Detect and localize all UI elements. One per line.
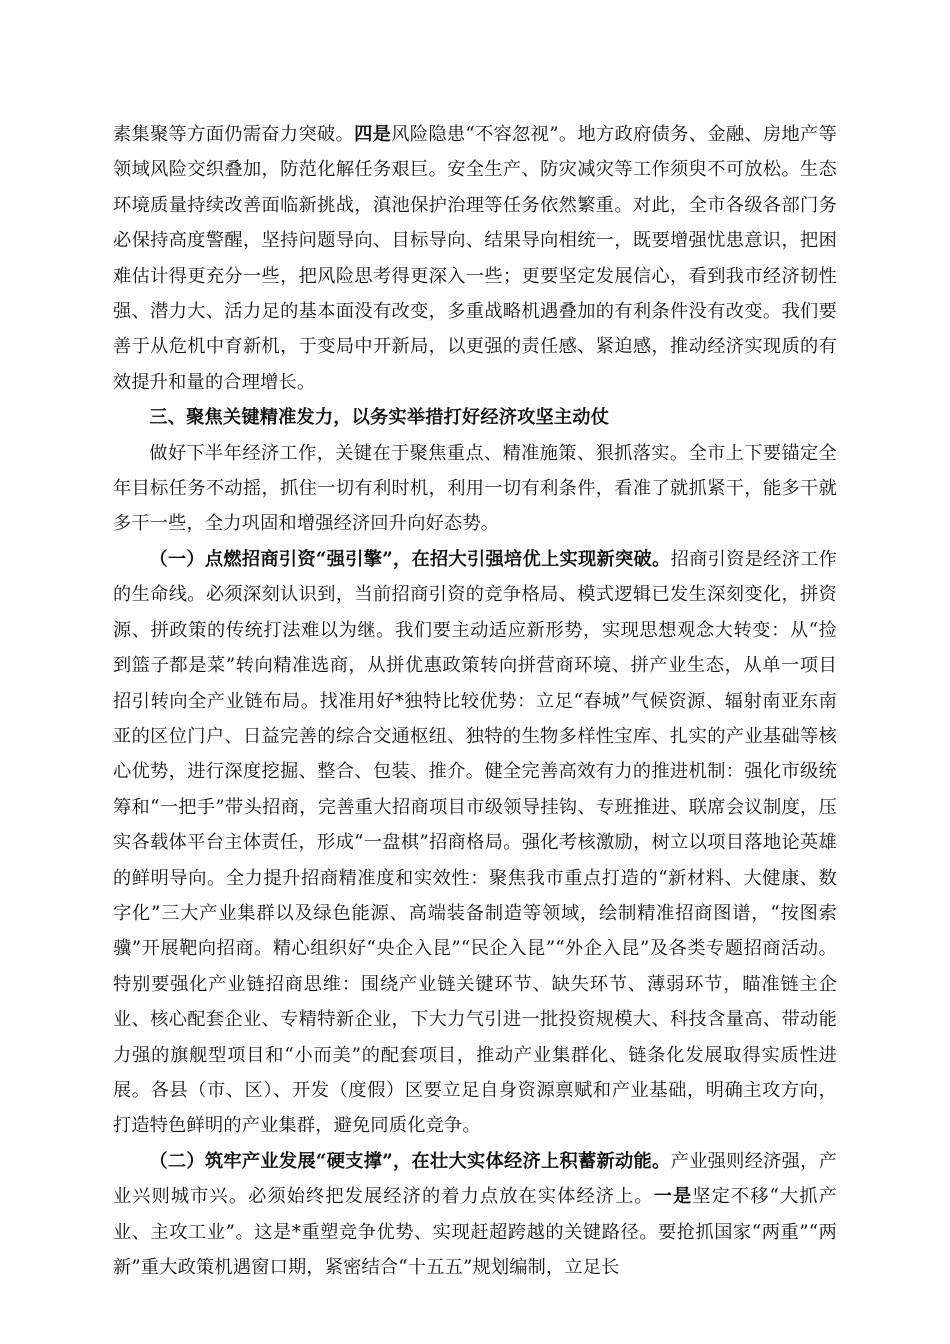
subsection-heading-1: （一）点燃招商引资“强引擎”，在招大引强培优上实现新突破。 (149, 548, 671, 570)
paragraph-emphasis: 四是 (354, 124, 392, 145)
paragraph-text: 坚定不移“大抓产业、主攻工业”。这是*重塑竞争优势、实现赶超跨越的关键路径。要抢抓国家“两重”“两新”重大政策机遇窗口期，紧密结合“十五五”规划编制，立足长 (113, 1186, 837, 1278)
paragraph-emphasis: 一是 (653, 1186, 693, 1208)
section-heading-3: 三、聚焦关键精准发力，以务实举措打好经济攻坚主动仗 (149, 407, 610, 429)
paragraph-text: 招商引资是经济工作的生命线。必须深刻认识到，当前招商引资的竞争格局、模式逻辑已发生深刻变化，拼资源、拼政策的传统打法难以为继。我们要主动适应新形势，实现思想观念大转变：从“捡到篮子都是菜”转向精准选商，从拼优惠政策转向拼营商环境、拼产业生态，从单一项目招引转向全产业链布局。找准用好*独特比较优势：立足“春城”气候资源、辐射南亚东南亚的区位门户、日益完善的综合交通枢纽、独特的生物多样性宝库、扎实的产业基础等核心优势，进行深度挖掘、整合、包装、推介。健全完善高效有力的推进机制：强化市级统筹和“一把手”带头招商，完善重大招商项目市级领导挂钩、专班推进、联席会议制度，压实各载体平台主体责任，形成“一盘棋”招商格局。强化考核激励，树立以项目落地论英雄的鲜明导向。全力提升招商精准度和实效性：聚焦我市重点打造的“新材料、大健康、数字化”三大产业集群以及绿色能源、高端装备制造等领域，绘制精准招商图谱，“按图索骥”开展靶向招商。精心组织好“央企入昆”“民企入昆”“外企入昆”及各类专题招商活动。特别要强化产业链招商思维：围绕产业链关键环节、缺失环节、薄弱环节，瞄准链主企业、核心配套企业、专精特新企业，下大力气引进一批投资规模大、科技含量高、带动能力强的旗舰型项目和“小而美”的配套项目，推动产业集群化、链条化发展取得实质性进展。各县（市、区）、开发（度假）区要立足自身资源禀赋和产业基础，明确主攻方向，打造特色鲜明的产业集群，避免同质化竞争。 (113, 548, 837, 1137)
paragraph-investment (113, 542, 837, 1144)
paragraph-intro: 做好下半年经济工作，关键在于聚焦重点、精准施策、狠抓落实。全市上下要锚定全年目标任务不动摇，抓住一切有利时机，利用一切有利条件，看准了就抓紧干，能多干就多干一些，全力巩固和增强经济回升向好态势。 (113, 442, 837, 535)
paragraph-industry (113, 1144, 837, 1286)
document-page (113, 117, 837, 1285)
paragraph-text: 风险隐患“不容忽视”。地方政府债务、金融、房地产等领域风险交织叠加，防范化解任务艰巨。安全生产、防灾减灾等工作须臾不可放松。生态环境质量持续改善面临新挑战，滇池保护治理等任务依然繁重。对此，全市各级各部门务必保持高度警醒，坚持问题导向、目标导向、结果导向相统一，既要增强忧患意识，把困难估计得更充分一些，把风险思考得更深入一些；更要坚定发展信心，看到我市经济韧性强、潜力大、活力足的基本面没有改变，多重战略机遇叠加的有利条件没有改变。我们要善于从危机中育新机，于变局中开新局，以更强的责任感、紧迫感，推动经济实现质的有效提升和量的合理增长。 (113, 124, 837, 393)
paragraph-text: 素集聚等方面仍需奋力突破。 (113, 124, 355, 145)
subsection-heading-2: （二）筑牢产业发展“硬支撑”，在壮大实体经济上积蓄新动能。 (149, 1150, 671, 1172)
paragraph-text: 产业强则经济强，产业兴则城市兴。必须始终把发展经济的着力点放在实体经济上。 (113, 1150, 837, 1208)
paragraph-risk-overview (113, 117, 837, 400)
